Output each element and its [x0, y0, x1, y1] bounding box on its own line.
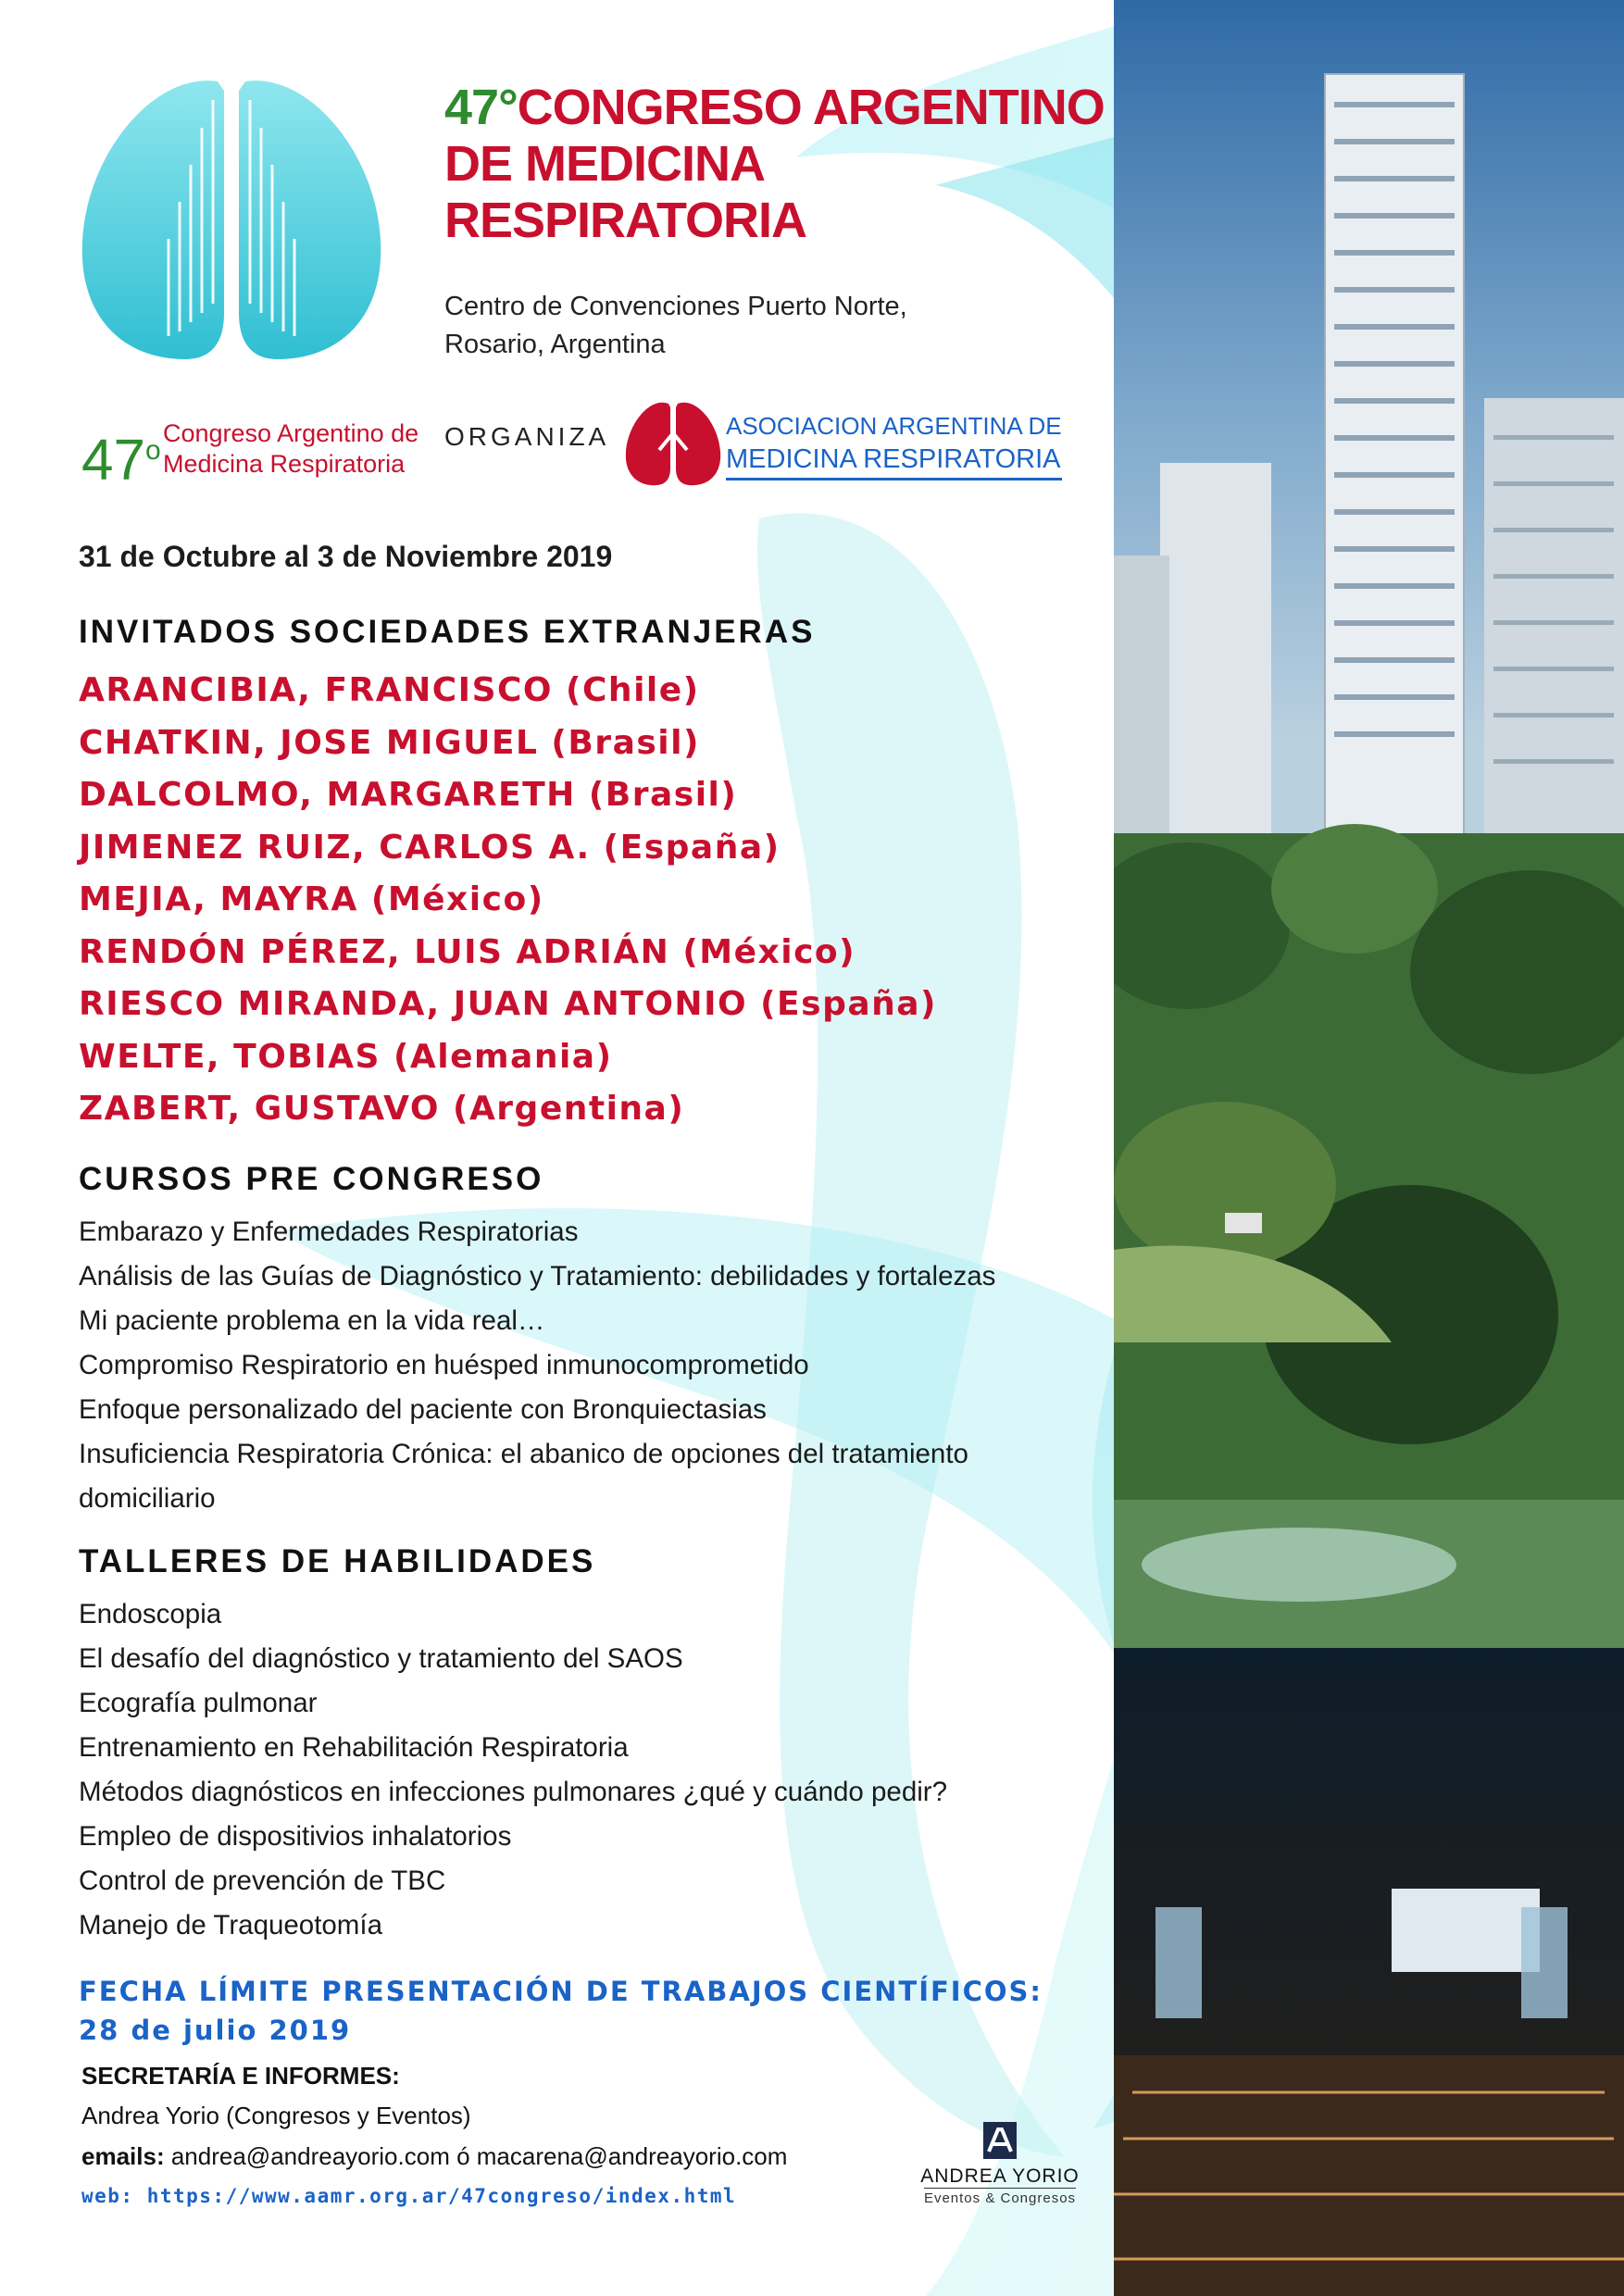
agency-logo — [907, 2120, 1093, 2207]
list-item: ZABERT, GUSTAVO (Argentina) — [79, 1090, 685, 1128]
page-title — [444, 80, 1111, 249]
organizer-name-line-1: ASOCIACION ARGENTINA DE — [726, 412, 1062, 440]
list-item: Métodos diagnósticos en infecciones pulmonares ¿qué y cuándo pedir? — [79, 1777, 948, 1807]
courses-list — [79, 1210, 995, 1521]
agency-name: ANDREA YORIO — [920, 2165, 1080, 2187]
list-item: Enfoque personalizado del paciente con Bronquiectasias — [79, 1394, 767, 1425]
list-item: Mi paciente problema en la vida real… — [79, 1305, 545, 1336]
list-item: Empleo de dispositivios inhalatorios — [79, 1821, 512, 1852]
guests-heading: INVITADOS SOCIEDADES EXTRANJERAS — [79, 614, 816, 650]
organizer-name — [726, 409, 1062, 480]
list-item: Endoscopia — [79, 1599, 222, 1629]
event-logo-line-2: Medicina Respiratoria — [163, 450, 406, 478]
contact-name: Andrea Yorio (Congresos y Eventos) — [81, 2102, 471, 2129]
list-item: domiciliario — [79, 1483, 216, 1514]
red-lungs-icon — [622, 396, 724, 489]
contact-heading: SECRETARÍA E INFORMES: — [81, 2062, 400, 2090]
guests-list — [79, 665, 937, 1136]
event-logo-number: 47$^o$ — [81, 428, 161, 493]
venue-line-2: Rosario, Argentina — [444, 330, 666, 359]
deadline-label: FECHA LÍMITE PRESENTACIÓN DE TRABAJOS CIENTÍFICOS: — [79, 1976, 1043, 2007]
website-link[interactable]: web: https://www.aamr.org.ar/47congreso/index.html — [81, 2185, 737, 2207]
list-item: DALCOLMO, MARGARETH (Brasil) — [79, 776, 738, 814]
city-photo-panel — [1114, 0, 1624, 2296]
list-item: ARANCIBIA, FRANCISCO (Chile) — [79, 671, 700, 709]
list-item: Control de prevención de TBC — [79, 1866, 446, 1896]
organizer-name-line-2: MEDICINA RESPIRATORIA — [726, 443, 1062, 480]
list-item: Ecografía pulmonar — [79, 1688, 318, 1718]
workshops-list — [79, 1592, 947, 1948]
list-item: JIMENEZ RUIZ, CARLOS A. (España) — [79, 828, 781, 867]
title-number: 47° — [444, 80, 518, 135]
list-item: CHATKIN, JOSE MIGUEL (Brasil) — [79, 723, 700, 762]
list-item: WELTE, TOBIAS (Alemania) — [79, 1037, 613, 1076]
organizer-label: ORGANIZA — [444, 422, 610, 451]
title-line-2: DE MEDICINA — [444, 136, 766, 192]
list-item: El desafío del diagnóstico y tratamiento del SAOS — [79, 1643, 683, 1674]
event-dates: 31 de Octubre al 3 de Noviembre 2019 — [79, 540, 613, 573]
ay-monogram-icon — [981, 2120, 1018, 2161]
agency-tagline: Eventos & Congresos — [924, 2188, 1076, 2206]
list-item: Embarazo y Enfermedades Respiratorias — [79, 1217, 579, 1247]
list-item: Entrenamiento en Rehabilitación Respiratoria — [79, 1732, 629, 1763]
title-line-1: CONGRESO ARGENTINO — [517, 80, 1105, 135]
list-item: Análisis de las Guías de Diagnóstico y Tratamiento: debilidades y fortalezas — [79, 1261, 996, 1292]
venue — [444, 288, 907, 364]
lungs-icon — [74, 72, 389, 368]
submission-deadline — [79, 1972, 1043, 2050]
event-logo-text — [163, 418, 418, 480]
list-item: RENDÓN PÉREZ, LUIS ADRIÁN (México) — [79, 932, 856, 971]
courses-heading: CURSOS PRE CONGRESO — [79, 1161, 544, 1197]
deadline-date: 28 de julio 2019 — [79, 2015, 352, 2046]
emails-label: emails: — [81, 2142, 165, 2170]
list-item: Insuficiencia Respiratoria Crónica: el abanico de opciones del tratamiento — [79, 1439, 968, 1469]
venue-line-1: Centro de Convenciones Puerto Norte, — [444, 292, 907, 321]
list-item: MEJIA, MAYRA (México) — [79, 880, 544, 918]
list-item: Manejo de Traqueotomía — [79, 1910, 382, 1940]
list-item: RIESCO MIRANDA, JUAN ANTONIO (España) — [79, 985, 938, 1023]
workshops-heading: TALLERES DE HABILIDADES — [79, 1543, 596, 1579]
emails-link[interactable]: andrea@andreayorio.com ó macarena@andreayorio.com — [170, 2142, 788, 2170]
list-item: Compromiso Respiratorio en huésped inmunocomprometido — [79, 1350, 809, 1380]
contact-emails — [81, 2142, 787, 2171]
event-logo-line-1: Congreso Argentino de — [163, 419, 419, 447]
title-line-3: RESPIRATORIA — [444, 193, 807, 248]
